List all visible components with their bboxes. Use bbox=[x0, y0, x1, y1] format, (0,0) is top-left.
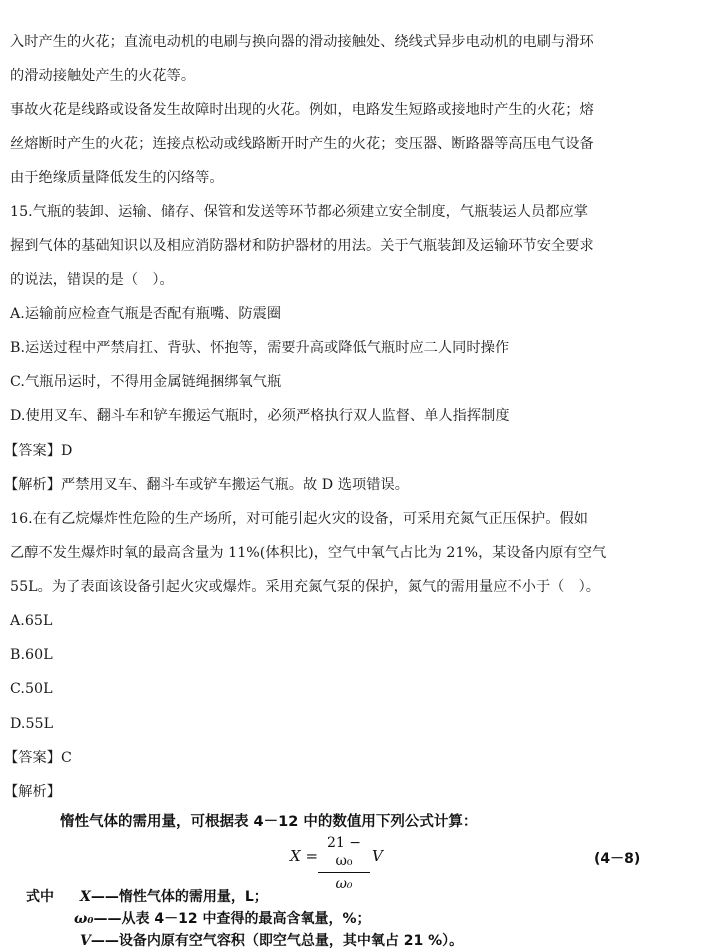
question-16-stem: 16.在有乙烷爆炸性危险的生产场所，对可能引起火灾的设备，可采用充氮气正压保护。假如 bbox=[10, 511, 588, 527]
question-16-option-b: B.60L bbox=[10, 647, 53, 663]
formula-fraction bbox=[318, 834, 370, 893]
formula-4-8 bbox=[290, 834, 430, 892]
definition-text: ——惰性气体的需用量，L； bbox=[90, 889, 268, 905]
question-15-option-b: B.运送过程中严禁肩扛、背驮、怀抱等，需要升高或降低气瓶时应二人同时操作 bbox=[10, 340, 510, 356]
text-line: 由于绝缘质量降低发生的闪络等。 bbox=[10, 170, 224, 186]
question-16-option-a: A.65L bbox=[10, 613, 53, 629]
question-15-stem: 的说法，错误的是（ ）。 bbox=[10, 272, 174, 288]
definition-omega bbox=[74, 908, 370, 928]
question-15-option-c: C.气瓶吊运时，不得用金属链绳捆绑氧气瓶 bbox=[10, 374, 282, 390]
question-15-stem: 15.气瓶的装卸、运输、储存、保管和发送等环节都必须建立安全制度，气瓶装运人员都应掌 bbox=[10, 204, 588, 220]
textbook-excerpt-image bbox=[0, 806, 717, 949]
where-label: 式中 bbox=[26, 889, 54, 905]
question-15-explanation: 【解析】严禁用叉车、翻斗车或铲车搬运气瓶。故 D 选项错误。 bbox=[4, 477, 409, 493]
symbol-omega0: ω₀ bbox=[74, 911, 94, 927]
question-16-option-d: D.55L bbox=[10, 716, 54, 732]
text-line: 入时产生的火花；直流电动机的电刷与换向器的滑动接触处、绕线式异步电动机的电刷与滑环 bbox=[10, 34, 594, 50]
text-line: 事故火花是线路或设备发生故障时出现的火花。例如，电路发生短路或接地时产生的火花；熔 bbox=[10, 102, 594, 118]
formula-rhs: V bbox=[372, 847, 383, 865]
question-16-option-c: C.50L bbox=[10, 681, 53, 697]
question-15-stem: 握到气体的基础知识以及相应消防器材和防护器材的用法。关于气瓶装卸及运输环节安全要求 bbox=[10, 238, 594, 254]
question-15-answer: 【答案】D bbox=[4, 443, 73, 459]
equation-number: (4－8) bbox=[594, 851, 641, 867]
text-line: 的滑动接触处产生的火花等。 bbox=[10, 68, 196, 84]
question-16-stem: 55L。为了表面该设备引起火灾或爆炸。采用充氮气泵的保护，氮气的需用量应不小于（ ）。 bbox=[10, 579, 601, 595]
fraction-bar bbox=[318, 872, 370, 873]
text-line: 丝熔断时产生的火花；连接点松动或线路断开时产生的火花；变压器、断路器等高压电气设备 bbox=[10, 136, 594, 152]
definition-text: ——设备内原有空气容积（即空气总量，其中氧占 21 %）。 bbox=[90, 933, 464, 949]
question-15-option-d: D.使用叉车、翻斗车和铲车搬运气瓶时，必须严格执行双人监督、单人指挥制度 bbox=[10, 408, 510, 424]
symbol-v: V bbox=[80, 933, 91, 949]
formula-denominator: ω₀ bbox=[335, 876, 353, 892]
formula-lhs: X = bbox=[290, 847, 319, 865]
excerpt-heading: 惰性气体的需用量，可根据表 4－12 中的数值用下列公式计算： bbox=[60, 814, 478, 830]
question-15-option-a: A.运输前应检查气瓶是否配有瓶嘴、防震圈 bbox=[10, 306, 282, 322]
definition-text: ——从表 4－12 中查得的最高含氧量，%； bbox=[93, 911, 371, 927]
question-16-answer: 【答案】C bbox=[4, 750, 72, 766]
definition-v bbox=[80, 930, 463, 950]
question-16-explanation-label: 【解析】 bbox=[4, 784, 61, 800]
question-16-stem: 乙醇不发生爆炸时氧的最高含量为 11%(体积比)，空气中氧气占比为 21%，某设备内原有空气 bbox=[10, 545, 607, 561]
definition-x bbox=[80, 886, 268, 906]
formula-numerator: 21 − ω₀ bbox=[327, 835, 361, 869]
symbol-x: X bbox=[80, 889, 91, 905]
